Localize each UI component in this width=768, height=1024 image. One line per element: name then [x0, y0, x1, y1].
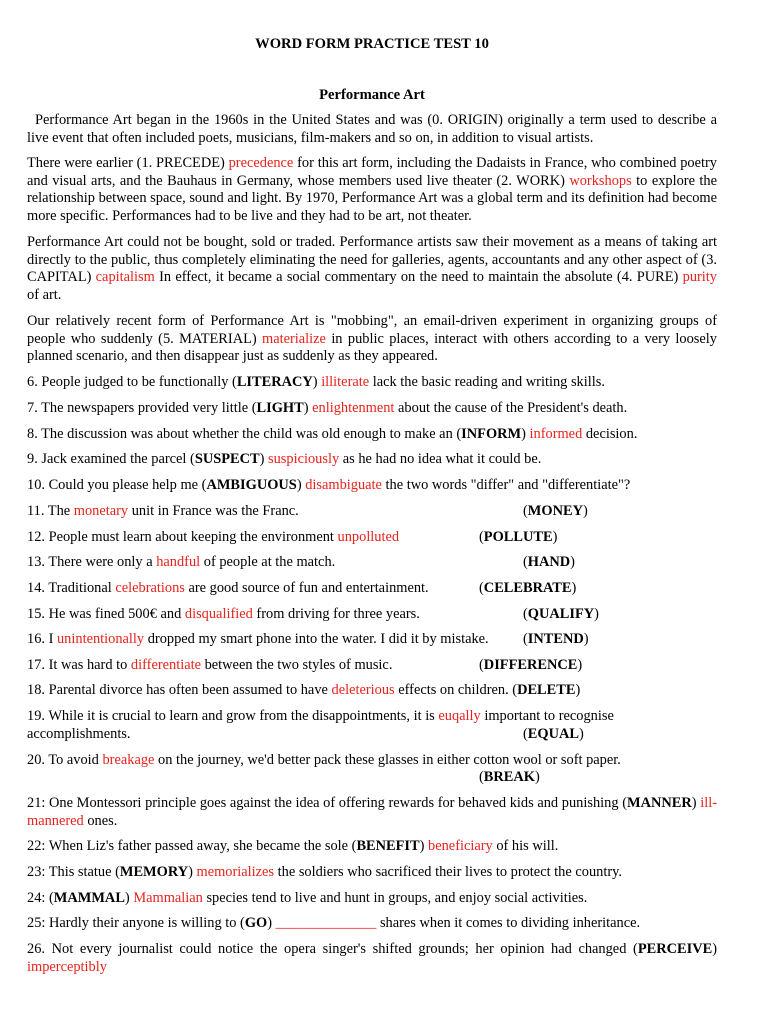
answer-8: informed [529, 426, 583, 442]
answer-11: monetary [73, 503, 129, 519]
item-12: 12. People must learn about keeping the environment unpolluted (POLLUTE) [27, 529, 558, 545]
answer-15: disqualified [184, 606, 253, 622]
answer-5: materialize [262, 330, 326, 347]
item-21: 21: One Montessori principle goes against the idea of offering rewards for behaved kids and punishing (MANNER) ill-mannered ones. [27, 795, 718, 829]
answer-20: breakage [102, 752, 155, 768]
answer-21: ill-mannered [27, 795, 718, 829]
item-23: 23: This statue (MEMORY) memorializes the soldiers who sacrificed their lives to protect the country. [27, 864, 622, 880]
item-7: 7. The newspapers provided very little (LIGHT) enlightenment about the cause of the President's death. [27, 400, 628, 416]
document-title: WORD FORM PRACTICE TEST 10 [255, 36, 489, 52]
item-18: 18. Parental divorce has often been assumed to have deleterious effects on children. (DELETE) [27, 682, 581, 698]
item-19: 19. While it is crucial to learn and grow from the disappointments, it is euqally important to recognise [27, 708, 614, 724]
answer-18: deleterious [331, 682, 395, 698]
item-14: 14. Traditional celebrations are good source of fun and entertainment. (CELEBRATE) [27, 580, 577, 596]
item-22: 22: When Liz's father passed away, she became the sole (BENEFIT) beneficiary of his will. [27, 838, 559, 854]
answer-blank-25: ______________ [275, 915, 377, 931]
answer-2: workshops [569, 172, 632, 189]
answer-7: enlightenment [312, 400, 395, 416]
answer-16: unintentionally [56, 631, 145, 647]
answer-14: celebrations [115, 580, 185, 596]
item-19-line-2: accomplishments. (EQUAL) [27, 726, 584, 742]
answer-23: memorializes [196, 864, 275, 880]
item-16: 16. I unintentionally dropped my smart phone into the water. I did it by mistake. (INTEND) [27, 631, 589, 647]
answer-13: handful [156, 554, 201, 570]
section-title: Performance Art [319, 87, 425, 103]
answer-19: euqally [438, 708, 481, 724]
item-25: 25: Hardly their anyone is willing to (GO) ______________ shares when it comes to dividing inheritance. [27, 915, 641, 931]
answer-26: imperceptibly [27, 958, 107, 975]
item-6: 6. People judged to be functionally (LITERACY) illiterate lack the basic reading and writing skills. [27, 374, 605, 390]
answer-6: illiterate [321, 374, 370, 390]
answer-22: beneficiary [428, 838, 493, 854]
paragraph-4: Our relatively recent form of Performance Art is "mobbing", an email-driven experiment in organizing groups of people who suddenly (5. MATERIAL) materialize in public places, interact with others according to a very loosely planned scenario, and then disappear just as suddenly as they appeared. [27, 313, 717, 365]
item-8: 8. The discussion was about whether the child was old enough to make an (INFORM) informed decision. [27, 426, 638, 442]
answer-12: unpolluted [337, 529, 400, 545]
answer-17: differentiate [130, 657, 201, 673]
item-20: 20. To avoid breakage on the journey, we'd better pack these glasses in either cotton wool or soft paper. [27, 752, 621, 768]
answer-24: Mammalian [133, 890, 203, 906]
answer-10: disambiguate [305, 477, 382, 493]
item-26: 26. Not every journalist could notice the opera singer's shifted grounds; her opinion had changed (PERCEIVE) imperceptibly [27, 941, 717, 975]
item-24: 24: (MAMMAL) Mammalian species tend to live and hunt in groups, and enjoy social activities. [27, 890, 588, 906]
item-11: 11. The monetary unit in France was the Franc. (MONEY) [27, 503, 588, 519]
item-17: 17. It was hard to differentiate between the two styles of music. (DIFFERENCE) [27, 657, 583, 673]
answer-3: capitalism [95, 269, 155, 286]
answer-9: suspiciously [267, 451, 340, 467]
item-10: 10. Could you please help me (AMBIGUOUS) disambiguate the two words "differ" and "differentiate"? [27, 477, 631, 493]
paragraph-1: Performance Art began in the 1960s in the United States and was (0. ORIGIN) originally a term used to describe a live event that often included poets, musicians, film-makers and so on, in addition to visual artists. [27, 112, 717, 146]
answer-1: precedence [228, 155, 294, 171]
paragraph-2: There were earlier (1. PRECEDE) precedence for this art form, including the Dadaists in France, who combined poetry and visual arts, and the Bauhaus in Germany, whose members used live theater (2. WORK) workshops to explore the relationship between space, sound and light. By 1970, Performance Art was a global term and its definition had become more specific. Performances had to be live and they had to be art, not theater. [27, 155, 718, 225]
item-9: 9. Jack examined the parcel (SUSPECT) suspiciously as he had no idea what it could be. [27, 451, 542, 467]
item-13: 13. There were only a handful of people at the match. (HAND) [27, 554, 575, 570]
paragraph-3: Performance Art could not be bought, sold or traded. Performance artists saw their movement as a means of taking art directly to the public, thus completely eliminating the need for galleries, agents, accountants and any other aspect of (3. CAPITAL) capitalism In effect, it became a social commentary on the need to maintain the absolute (4. PURE) purity of art. [27, 234, 717, 304]
item-15: 15. He was fined 500€ and disqualified from driving for three years. (QUALIFY) [27, 606, 599, 622]
answer-4: purity [682, 269, 717, 286]
